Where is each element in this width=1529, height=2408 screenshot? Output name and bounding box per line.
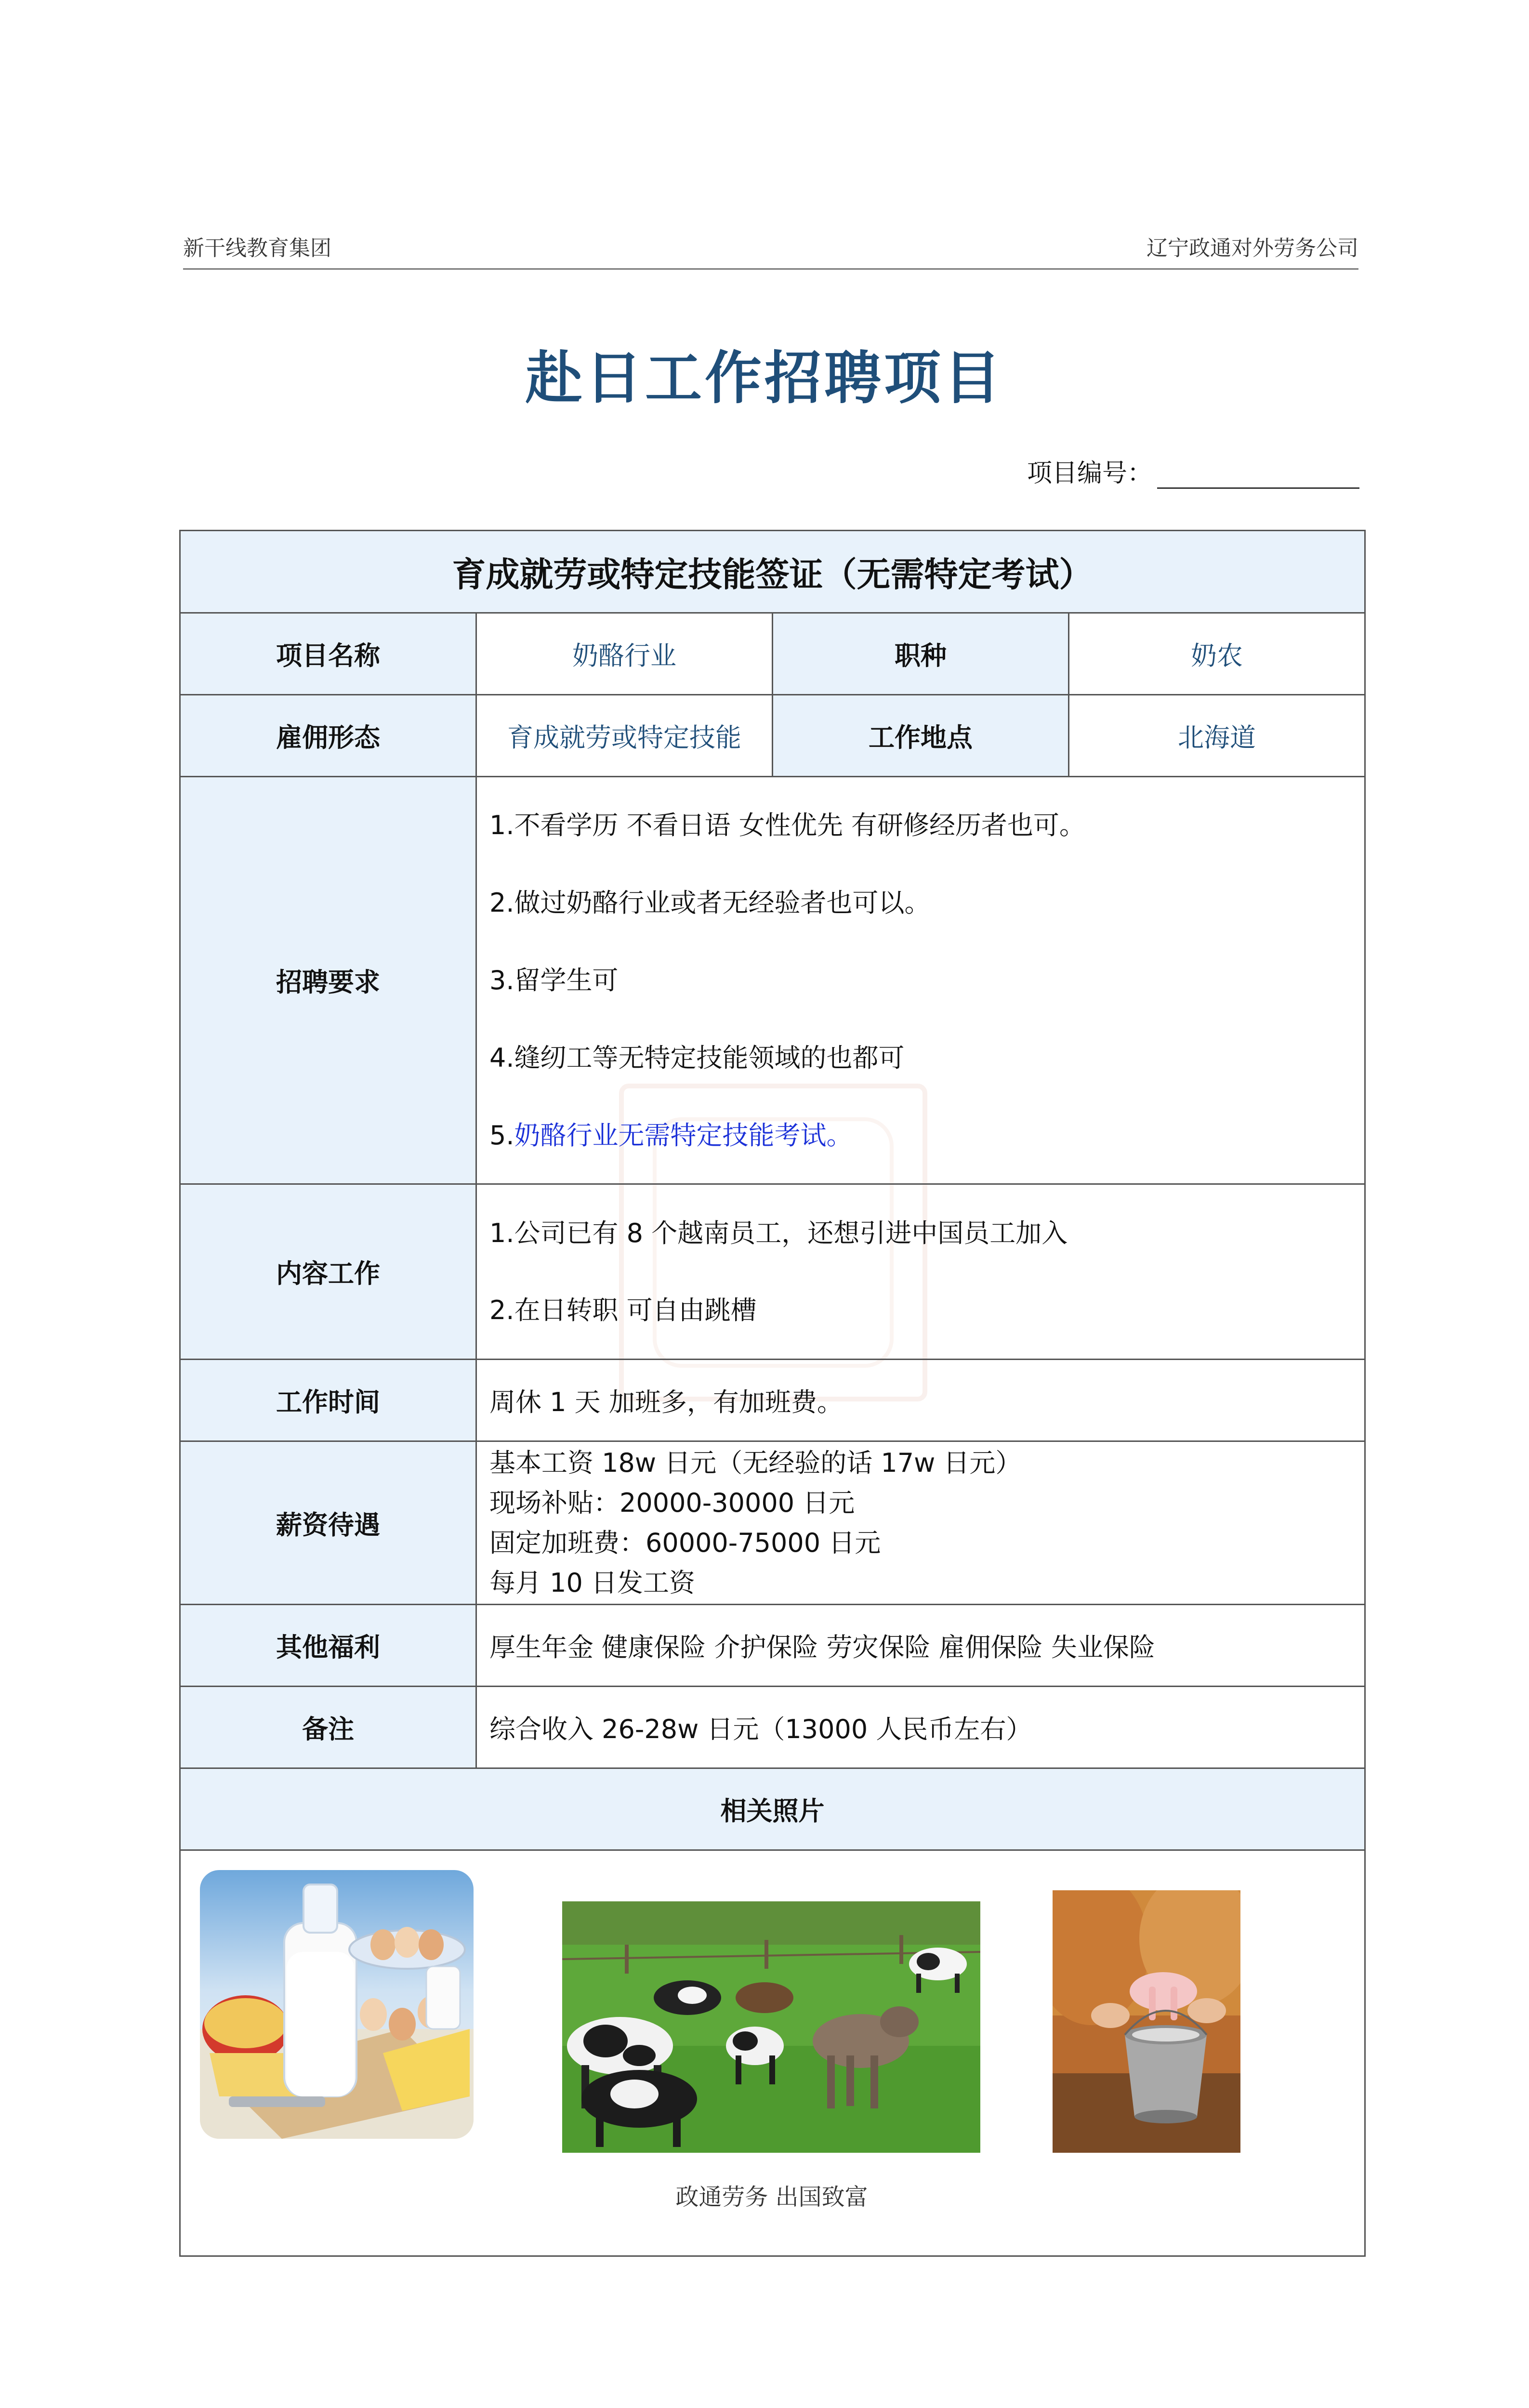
work-content-item: 2.在日转职 可自由跳槽 xyxy=(489,1295,757,1325)
photos-area xyxy=(180,1850,1365,2256)
salary-item: 现场补贴：20000-30000 日元 xyxy=(489,1488,855,1518)
recruitment-table xyxy=(179,530,1364,2257)
requirement-item: 1.不看学历 不看日语 女性优先 有研修经历者也可。 xyxy=(489,810,1086,840)
employment-form-value: 育成就劳或特定技能 xyxy=(476,695,773,777)
remarks-value: 综合收入 26-28w 日元（13000 人民币左右） xyxy=(476,1687,1365,1768)
requirements-label: 招聘要求 xyxy=(180,777,476,1184)
requirement-item-number: 5. xyxy=(489,1120,514,1151)
salary-list xyxy=(476,1441,1365,1605)
job-type-label: 职种 xyxy=(773,613,1069,695)
photo-caption: 政通劳务 出国致富 xyxy=(675,2184,868,2211)
salary-item: 基本工资 18w 日元（无经验的话 17w 日元） xyxy=(489,1448,1022,1478)
project-name-value: 奶酪行业 xyxy=(476,613,773,695)
photos-header: 相关照片 xyxy=(180,1768,1365,1850)
salary-label: 薪资待遇 xyxy=(180,1441,476,1605)
work-content-label: 内容工作 xyxy=(180,1184,476,1360)
requirement-item: 2.做过奶酪行业或者无经验者也可以。 xyxy=(489,888,931,918)
salary-item: 固定加班费：60000-75000 日元 xyxy=(489,1528,881,1558)
work-location-value: 北海道 xyxy=(1069,695,1365,777)
project-number xyxy=(1027,453,1359,489)
project-number-blank xyxy=(1157,465,1359,489)
requirement-item: 3.留学生可 xyxy=(489,965,619,995)
employment-form-label: 雇佣形态 xyxy=(180,695,476,777)
work-location-label: 工作地点 xyxy=(773,695,1069,777)
cows-pasture-photo xyxy=(562,1901,980,2153)
benefits-label: 其他福利 xyxy=(180,1605,476,1687)
requirement-item: 4.缝纫工等无特定技能领域的也都可 xyxy=(489,1043,905,1073)
milking-photo xyxy=(1053,1890,1240,2153)
dairy-products-photo xyxy=(200,1870,474,2139)
header-right: 辽宁政通对外劳务公司 xyxy=(1147,236,1358,261)
work-content-item: 1.公司已有 8 个越南员工，还想引进中国员工加入 xyxy=(489,1217,1068,1248)
project-name-label: 项目名称 xyxy=(180,613,476,695)
visa-banner: 育成就劳或特定技能签证（无需特定考试） xyxy=(180,531,1365,613)
page-header xyxy=(183,234,1358,270)
work-time-label: 工作时间 xyxy=(180,1360,476,1441)
salary-item: 每月 10 日发工资 xyxy=(489,1568,696,1598)
requirement-item xyxy=(489,1097,1352,1174)
requirements-list xyxy=(476,777,1365,1184)
page-title: 赴日工作招聘项目 xyxy=(525,345,1003,411)
header-left: 新干线教育集团 xyxy=(183,236,331,261)
work-time-value: 周休 1 天 加班多，有加班费。 xyxy=(476,1360,1365,1441)
requirement-item-highlight: 奶酪行业无需特定技能考试。 xyxy=(514,1120,853,1151)
job-type-value: 奶农 xyxy=(1069,613,1365,695)
project-number-label: 项目编号： xyxy=(1027,459,1152,488)
work-content-list xyxy=(476,1184,1365,1360)
benefits-value: 厚生年金 健康保险 介护保险 劳灾保险 雇佣保险 失业保险 xyxy=(476,1605,1365,1687)
remarks-label: 备注 xyxy=(180,1687,476,1768)
